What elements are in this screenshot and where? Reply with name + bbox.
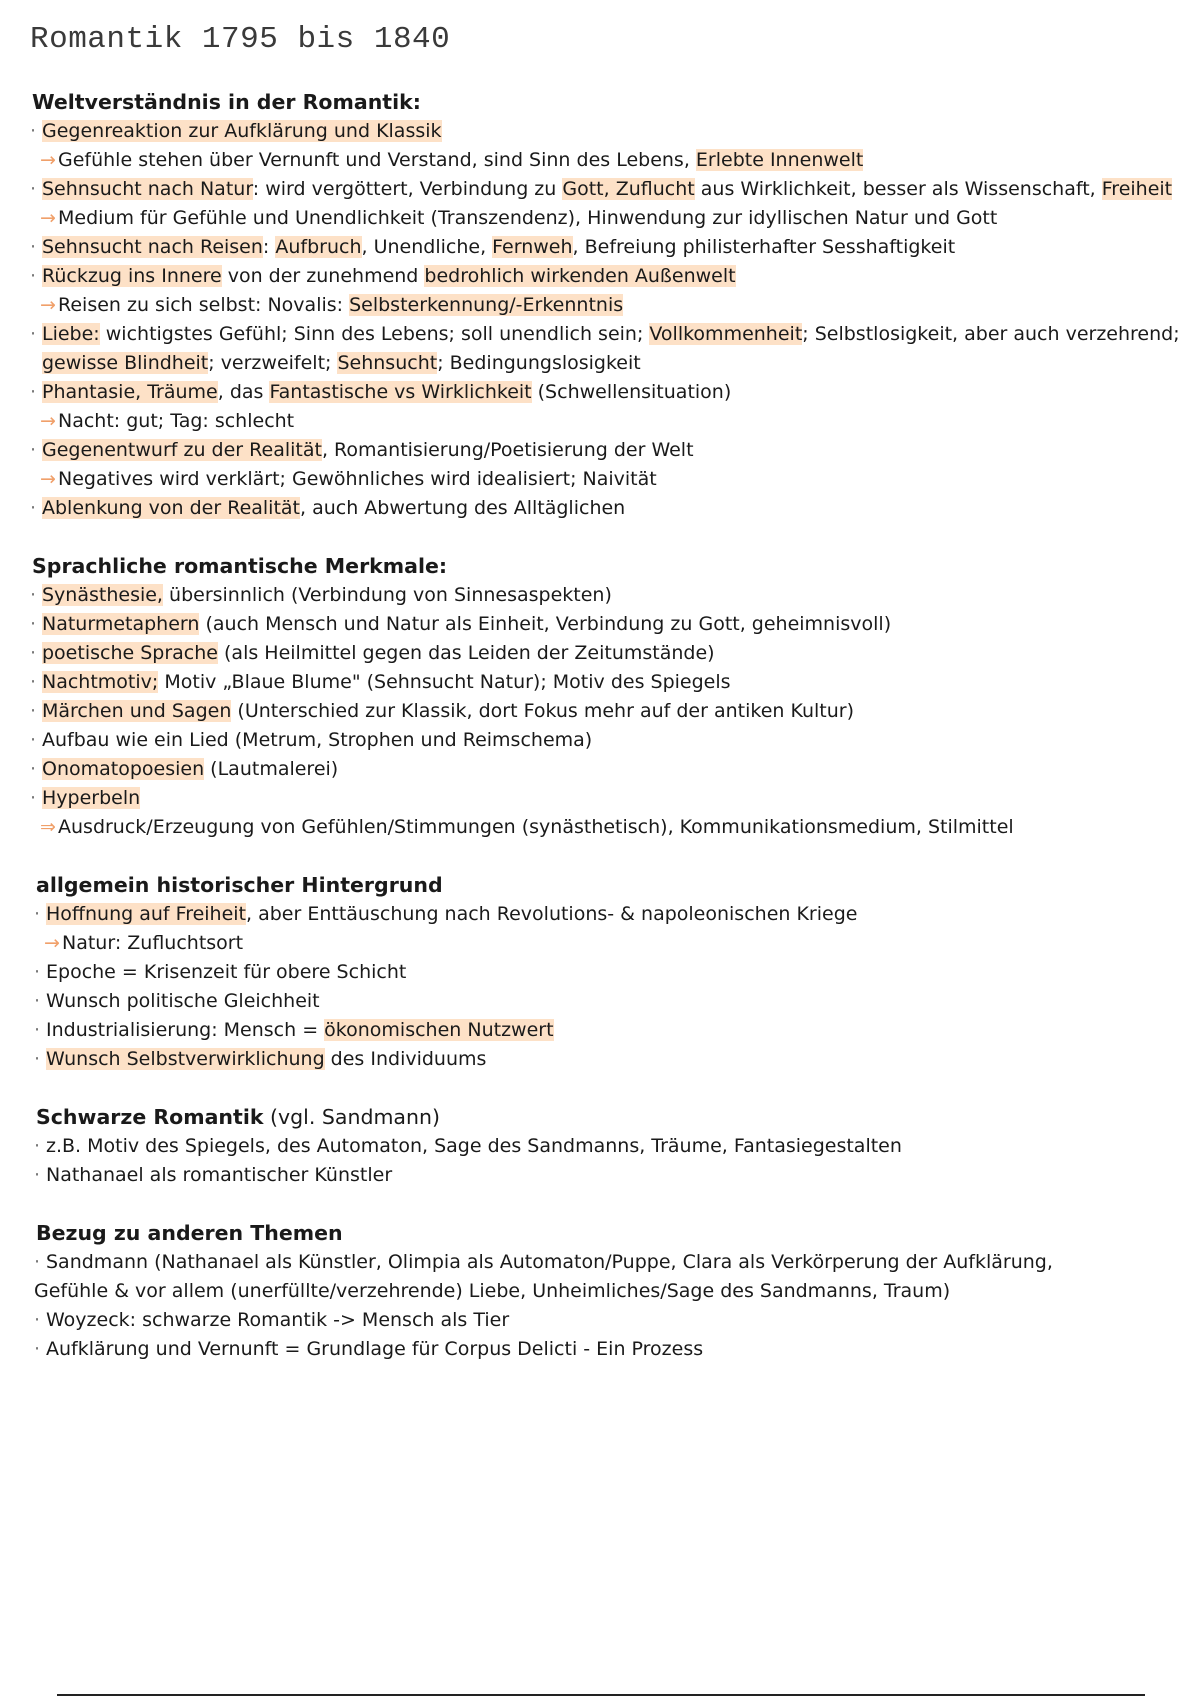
bullet-icon: · xyxy=(34,1251,41,1273)
text-segment: ; Selbstlosigkeit, aber auch verzehrend; xyxy=(802,323,1180,345)
bullet-icon: · xyxy=(30,323,37,345)
list-item xyxy=(30,813,1180,842)
list-item xyxy=(30,378,1180,407)
list-item xyxy=(30,755,1180,784)
highlighted-text: Hyperbeln xyxy=(42,787,141,809)
bullet-icon: · xyxy=(30,787,37,809)
list-item xyxy=(34,1132,1180,1161)
highlighted-text: bedrohlich wirkenden Außenwelt xyxy=(424,265,736,287)
text-segment: , Befreiung philisterhafter Sesshaftigkeit xyxy=(572,236,956,258)
bullet-icon: · xyxy=(30,671,37,693)
text-segment: Nacht: gut; Tag: schlecht xyxy=(58,410,295,432)
highlighted-text: Fantastische vs Wirklichkeit xyxy=(269,381,532,403)
list-item xyxy=(30,233,1180,262)
text-segment: (Lautmalerei) xyxy=(204,758,339,780)
list-item xyxy=(34,1306,1180,1335)
page-title: Romantik 1795 bis 1840 xyxy=(30,22,451,57)
text-segment: Industrialisierung: Mensch = xyxy=(46,1019,325,1041)
text-segment: Aufbau wie ein Lied (Metrum, Strophen und Reimschema) xyxy=(42,729,593,751)
text-segment: , Unendliche, xyxy=(361,236,493,258)
highlighted-text: Nachtmotiv; xyxy=(42,671,159,693)
highlighted-text: poetische Sprache xyxy=(42,642,218,664)
section-heading xyxy=(36,1102,1180,1132)
highlighted-text: Synästhesie, xyxy=(42,584,163,606)
text-segment: Epoche = Krisenzeit für obere Schicht xyxy=(46,961,407,983)
list-item xyxy=(30,407,1180,436)
bullet-icon: · xyxy=(30,729,37,751)
list-item xyxy=(30,175,1180,204)
section-3 xyxy=(30,870,1180,1074)
list-item xyxy=(34,1161,1180,1190)
highlighted-text: Sehnsucht xyxy=(337,352,438,374)
text-segment: Sandmann (Nathanael als Künstler, Olimpia als Automaton/Puppe, Clara als Verkörperung der Aufklärung, xyxy=(46,1251,1053,1273)
list-item xyxy=(30,146,1180,175)
highlighted-text: Liebe: xyxy=(42,323,100,345)
text-segment: ; Bedingungslosigkeit xyxy=(437,352,641,374)
list-item xyxy=(34,1016,1180,1045)
text-segment: Wunsch politische Gleichheit xyxy=(46,990,320,1012)
text-segment: , Romantisierung/Poetisierung der Welt xyxy=(321,439,694,461)
list-item xyxy=(30,697,1180,726)
bullet-icon: · xyxy=(34,1019,41,1041)
highlighted-text: Sehnsucht nach Reisen xyxy=(42,236,263,258)
bullet-icon: · xyxy=(30,265,37,287)
highlighted-text: Selbsterkennung/-Erkenntnis xyxy=(349,294,624,316)
highlighted-text: Gott, Zuflucht xyxy=(562,178,695,200)
highlighted-text: Rückzug ins Innere xyxy=(42,265,222,287)
bullet-icon: · xyxy=(34,1048,41,1070)
list-item xyxy=(30,726,1180,755)
arrow-right-icon: → xyxy=(40,294,56,316)
bullet-icon: · xyxy=(34,961,41,983)
section-4 xyxy=(30,1102,1180,1190)
text-segment: : xyxy=(262,236,276,258)
highlighted-text: Onomatopoesien xyxy=(42,758,205,780)
section-heading xyxy=(32,551,1180,581)
highlighted-text: Ablenkung von der Realität xyxy=(42,497,301,519)
arrow-right-icon: → xyxy=(40,410,56,432)
highlighted-text: Wunsch Selbstverwirklichung xyxy=(46,1048,325,1070)
bullet-icon: · xyxy=(30,642,37,664)
bullet-icon: · xyxy=(34,990,41,1012)
text-segment: ; verzweifelt; xyxy=(208,352,338,374)
section-5 xyxy=(30,1218,1180,1364)
text-segment: , auch Abwertung des Alltäglichen xyxy=(300,497,626,519)
highlighted-text: gewisse Blindheit xyxy=(42,352,209,374)
text-segment: Ausdruck/Erzeugung von Gefühlen/Stimmungen (synästhetisch), Kommunikationsmedium, Stilmittel xyxy=(58,816,1014,838)
arrow-right-icon: → xyxy=(40,149,56,171)
bullet-icon: · xyxy=(30,236,37,258)
list-item xyxy=(30,291,1180,320)
bullet-icon: · xyxy=(30,381,37,403)
bottom-rule xyxy=(57,1694,1145,1696)
section-heading-text: Sprachliche romantische Merkmale: xyxy=(32,554,448,578)
highlighted-text: Vollkommenheit xyxy=(649,323,803,345)
list-item xyxy=(34,929,1180,958)
implies-arrow-icon: ⇒ xyxy=(40,816,56,838)
text-segment: Natur: Zufluchtsort xyxy=(62,932,244,954)
text-segment: aus Wirklichkeit, besser als Wissenschaft, xyxy=(694,178,1102,200)
section-heading xyxy=(32,87,1180,117)
list-item xyxy=(30,117,1180,146)
bullet-icon: · xyxy=(34,903,41,925)
section-heading-text: Schwarze Romantik xyxy=(36,1105,264,1129)
highlighted-text: Freiheit xyxy=(1101,178,1173,200)
list-item xyxy=(30,668,1180,697)
sections-container xyxy=(30,87,1180,1364)
list-item xyxy=(30,784,1180,813)
list-item xyxy=(30,610,1180,639)
bullet-icon: · xyxy=(30,439,37,461)
text-segment: von der zunehmend xyxy=(221,265,425,287)
list-item xyxy=(34,958,1180,987)
text-segment: Woyzeck: schwarze Romantik -> Mensch als Tier xyxy=(46,1309,510,1331)
text-segment: Motiv „Blaue Blume" (Sehnsucht Natur); Motiv des Spiegels xyxy=(158,671,731,693)
section-2 xyxy=(30,551,1180,842)
text-segment: des Individuums xyxy=(324,1048,487,1070)
section-heading-text: Bezug zu anderen Themen xyxy=(36,1221,343,1245)
section-1 xyxy=(30,87,1180,523)
list-item xyxy=(30,494,1180,523)
highlighted-text: Gegenentwurf zu der Realität xyxy=(42,439,322,461)
highlighted-text: Sehnsucht nach Natur xyxy=(42,178,253,200)
list-item xyxy=(30,262,1180,291)
highlighted-text: ökonomischen Nutzwert xyxy=(324,1019,554,1041)
list-item xyxy=(30,465,1180,494)
list-item xyxy=(30,639,1180,668)
arrow-right-icon: → xyxy=(44,932,60,954)
text-segment: : wird vergöttert, Verbindung zu xyxy=(252,178,563,200)
text-segment: Reisen zu sich selbst: Novalis: xyxy=(58,294,350,316)
highlighted-text: Naturmetaphern xyxy=(42,613,200,635)
highlighted-text: Erlebte Innenwelt xyxy=(695,149,864,171)
highlighted-text: Phantasie, Träume xyxy=(42,381,218,403)
section-heading xyxy=(36,1218,1180,1248)
list-item xyxy=(34,1277,1180,1306)
list-item xyxy=(30,581,1180,610)
highlighted-text: Hoffnung auf Freiheit xyxy=(46,903,247,925)
bullet-icon: · xyxy=(34,1164,41,1186)
highlighted-text: Aufbruch xyxy=(275,236,362,258)
text-segment: (auch Mensch und Natur als Einheit, Verbindung zu Gott, geheimnisvoll) xyxy=(199,613,892,635)
section-heading-text: allgemein historischer Hintergrund xyxy=(36,873,443,897)
text-segment: Negatives wird verklärt; Gewöhnliches wird idealisiert; Naivität xyxy=(58,468,657,490)
list-item xyxy=(34,1335,1180,1364)
section-heading xyxy=(36,870,1180,900)
bullet-icon: · xyxy=(30,758,37,780)
text-segment: z.B. Motiv des Spiegels, des Automaton, Sage des Sandmanns, Träume, Fantasiegestalten xyxy=(46,1135,902,1157)
text-segment: , das xyxy=(217,381,270,403)
highlighted-text: Fernweh xyxy=(492,236,573,258)
bullet-icon: · xyxy=(34,1338,41,1360)
text-segment: Nathanael als romantischer Künstler xyxy=(46,1164,393,1186)
text-segment: (als Heilmittel gegen das Leiden der Zeitumstände) xyxy=(217,642,715,664)
text-segment: , aber Enttäuschung nach Revolutions- & napoleonischen Kriege xyxy=(246,903,858,925)
arrow-right-icon: → xyxy=(40,468,56,490)
section-heading-suffix: (vgl. Sandmann) xyxy=(263,1105,440,1129)
list-item xyxy=(34,987,1180,1016)
list-item xyxy=(34,1248,1180,1277)
bullet-icon: · xyxy=(34,1135,41,1157)
text-segment: Medium für Gefühle und Unendlichkeit (Transzendenz), Hinwendung zur idyllischen Natur und Gott xyxy=(58,207,998,229)
text-segment: (Schwellensituation) xyxy=(531,381,732,403)
text-segment: Gefühle & vor allem (unerfüllte/verzehrende) Liebe, Unheimliches/Sage des Sandmanns, Traum) xyxy=(34,1280,951,1302)
list-item xyxy=(30,349,1180,378)
text-segment: Gefühle stehen über Vernunft und Verstand, sind Sinn des Lebens, xyxy=(58,149,696,171)
list-item xyxy=(34,900,1180,929)
bullet-icon: · xyxy=(34,1309,41,1331)
bullet-icon: · xyxy=(30,497,37,519)
bullet-icon: · xyxy=(30,700,37,722)
highlighted-text: Gegenreaktion zur Aufklärung und Klassik xyxy=(42,120,442,142)
bullet-icon: · xyxy=(30,120,37,142)
text-segment: übersinnlich (Verbindung von Sinnesaspekten) xyxy=(162,584,612,606)
bullet-icon: · xyxy=(30,178,37,200)
list-item xyxy=(34,1045,1180,1074)
section-heading-text: Weltverständnis in der Romantik: xyxy=(32,90,421,114)
list-item xyxy=(30,320,1180,349)
text-segment: (Unterschied zur Klassik, dort Fokus mehr auf der antiken Kultur) xyxy=(231,700,855,722)
arrow-right-icon: → xyxy=(40,207,56,229)
text-segment: wichtigstes Gefühl; Sinn des Lebens; soll unendlich sein; xyxy=(99,323,650,345)
notes-page xyxy=(30,22,1180,1392)
bullet-icon: · xyxy=(30,613,37,635)
bullet-icon: · xyxy=(30,584,37,606)
list-item xyxy=(30,436,1180,465)
list-item xyxy=(30,204,1180,233)
highlighted-text: Märchen und Sagen xyxy=(42,700,232,722)
text-segment: Aufklärung und Vernunft = Grundlage für Corpus Delicti - Ein Prozess xyxy=(46,1338,704,1360)
